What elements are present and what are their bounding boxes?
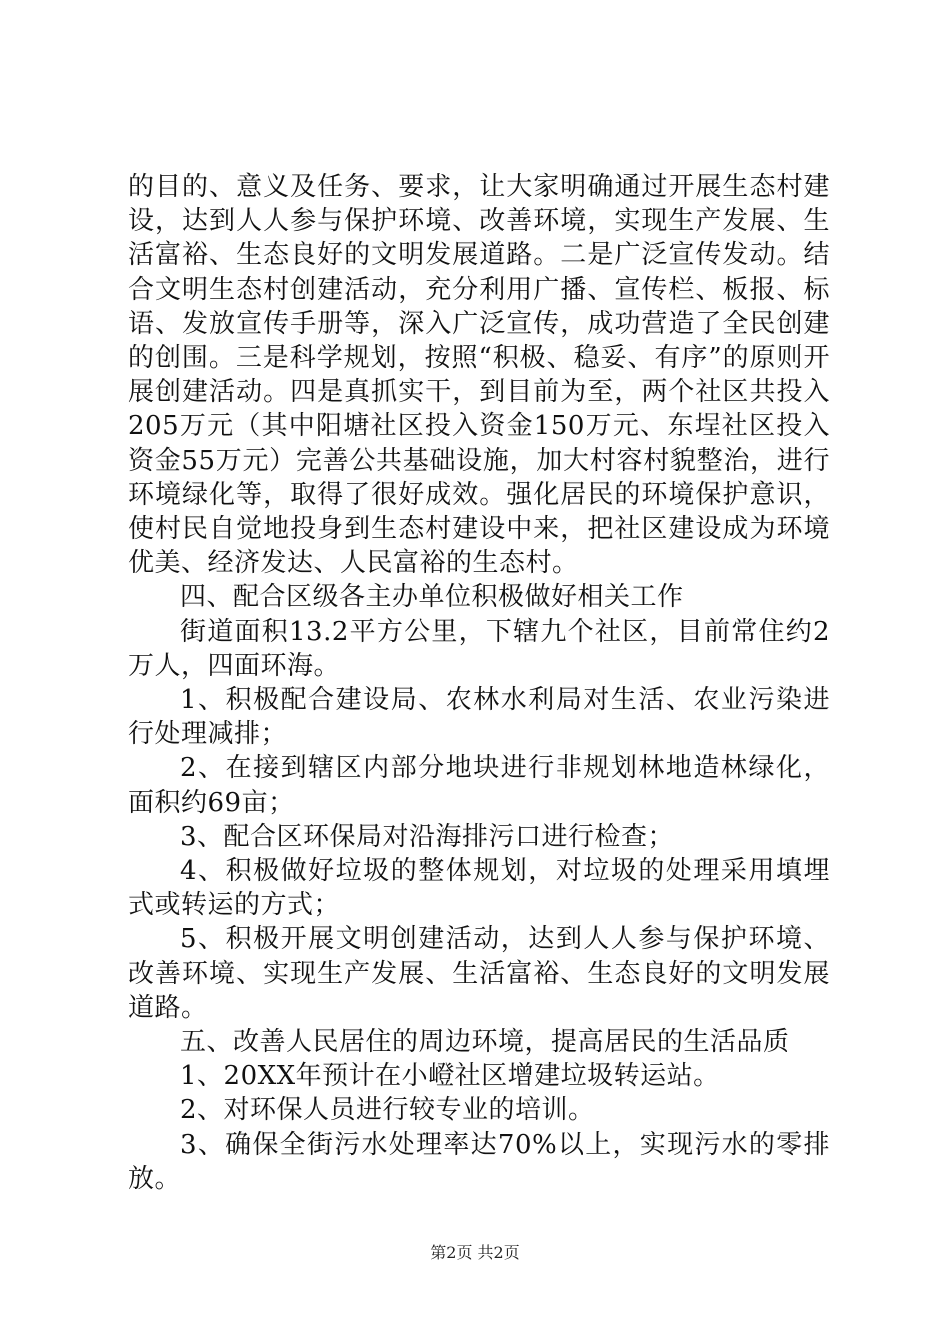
list-item-3: 3、配合区环保局对沿海排污口进行检查； [180,821,675,852]
list-item-2: 2、在接到辖区内部分地块进行非规划林地造林绿化，面积约69亩； [128,753,830,818]
paragraph-street-overview: 街道面积13.2平方公里，下辖九个社区，目前常住约2万人，四面环海。 [128,616,830,681]
list-item-4: 4、积极做好垃圾的整体规划，对垃圾的处理采用填埋式或转运的方式； [128,856,830,921]
plan-item-1: 1、20XX年预计在小嶝社区增建垃圾转运站。 [180,1061,720,1092]
list-item-5: 5、积极开展文明创建活动，达到人人参与保护环境、改善环境、实现生产发展、生活富裕、生态良好的文明发展道路。 [128,924,830,1023]
paragraph-continuation: 的目的、意义及任务、要求，让大家明确通过开展生态村建设，达到人人参与保护环境、改善环境，实现生产发展、生活富裕、生态良好的文明发展道路。二是广泛宣传发动。结合文明生态村创建活动，充分利用广播、宣传栏、板报、标语、发放宣传手册等，深入广泛宣传，成功营造了全民创建的创围。三是科学规划，按照“积极、稳妥、有序”的原则开展创建活动。四是真抓实干，到目前为至，两个社区共投入205万元（其中阳塘社区投入资金150万元、东埕社区投入资金55万元）完善公共基础设施，加大村容村貌整治，进行环境绿化等，取得了很好成效。强化居民的环境保护意识，使村民自觉地投身到生态村建设中来，把社区建设成为环境优美、经济发达、人民富裕的生态村。 [128,172,830,579]
section-heading-five: 五、改善人民居住的周边环境，提高居民的生活品质 [180,1027,790,1058]
page-number-footer: 第2页 共2页 [430,1243,520,1262]
document-body [128,170,830,1196]
section-heading-four: 四、配合区级各主办单位积极做好相关工作 [180,582,684,613]
plan-item-3: 3、确保全街污水处理率达70%以上，实现污水的零排放。 [128,1129,830,1194]
plan-item-2: 2、对环保人员进行较专业的培训。 [180,1095,595,1126]
list-item-1: 1、积极配合建设局、农林水利局对生活、农业污染进行处理减排； [128,685,830,750]
